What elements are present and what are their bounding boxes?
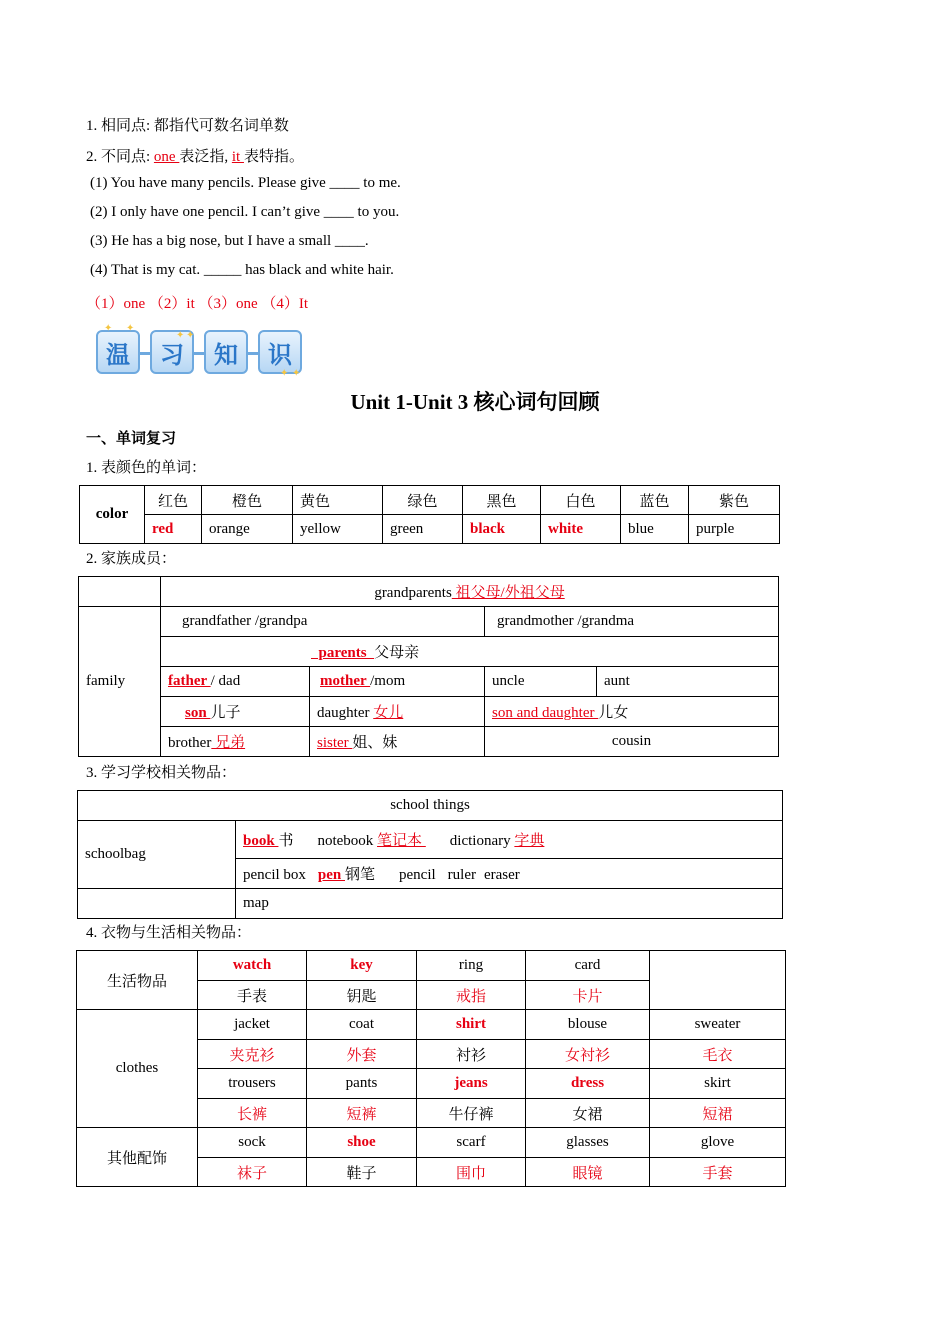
mother-cell: mother /mom — [310, 667, 485, 697]
clothes-cn: 女衬衫 — [526, 1040, 650, 1069]
color-en: green — [383, 515, 463, 544]
question-1: (1) You have many pencils. Please give ____ to me. — [90, 175, 401, 191]
clothes-cn: 外套 — [307, 1040, 417, 1069]
brother-cell: brother 兄弟 — [161, 727, 310, 757]
accessory-en: glove — [650, 1128, 786, 1158]
accessory-cn: 手套 — [650, 1158, 786, 1187]
question-3: (3) He has a big nose, but I have a small ____. — [90, 233, 369, 249]
clothes-cn: 衬衫 — [417, 1040, 526, 1069]
son-and-daughter-cell: son and daughter 儿女 — [485, 697, 779, 727]
difference-line — [86, 145, 304, 166]
clothes-cn: 短裙 — [650, 1099, 786, 1128]
difference-end: 表特指。 — [243, 149, 304, 165]
daily-en: watch — [198, 951, 307, 981]
daily-cn: 手表 — [198, 981, 307, 1010]
badge-tile: 温 — [96, 330, 140, 374]
clothes-en: jacket — [198, 1010, 307, 1040]
star-icon: ✦ — [104, 323, 113, 334]
color-en: blue — [621, 515, 689, 544]
star-icon: ✦ — [280, 368, 289, 379]
family-empty-cell — [79, 577, 161, 607]
cousin-cell: cousin — [485, 727, 779, 757]
clothes-cn: 女裙 — [526, 1099, 650, 1128]
accessory-cn: 袜子 — [198, 1158, 307, 1187]
clothes-cn: 夹克衫 — [198, 1040, 307, 1069]
color-en: orange — [202, 515, 293, 544]
color-cn: 蓝色 — [621, 486, 689, 515]
colors-heading: 1. 表颜色的单词： — [86, 460, 207, 476]
aunt-cell: aunt — [597, 667, 779, 697]
parents-cell: parents 父母亲 — [161, 637, 779, 667]
difference-prefix: 2. 不同点: — [86, 149, 154, 165]
clothes-cn: 长裤 — [198, 1099, 307, 1128]
accessory-en: scarf — [417, 1128, 526, 1158]
answer-it: it — [231, 149, 244, 165]
page-title: Unit 1-Unit 3 核心词句回顾 — [350, 390, 600, 414]
color-cn: 黑色 — [463, 486, 541, 515]
star-icon: ✦ — [292, 368, 301, 379]
clothes-en: sweater — [650, 1010, 786, 1040]
clothes-en: dress — [526, 1069, 650, 1099]
star-icon: ✦ — [126, 323, 135, 334]
color-cn: 红色 — [145, 486, 202, 515]
color-en: yellow — [293, 515, 383, 544]
accessory-en: glasses — [526, 1128, 650, 1158]
answer-one: one — [153, 149, 180, 165]
clothes-cn: 毛衣 — [650, 1040, 786, 1069]
clothes-cn: 牛仔裤 — [417, 1099, 526, 1128]
daily-cn: 钥匙 — [307, 981, 417, 1010]
review-knowledge-badge — [96, 330, 302, 376]
school-empty-cell — [78, 889, 236, 919]
father-cell: father / dad — [161, 667, 310, 697]
color-cn: 黄色 — [293, 486, 383, 515]
schoolbag-label: schoolbag — [78, 821, 236, 889]
uncle-cell: uncle — [485, 667, 597, 697]
family-table — [78, 576, 779, 757]
school-row-1: book 书 notebook 笔记本 dictionary 字典 — [236, 821, 783, 859]
badge-tile: 识 — [258, 330, 302, 374]
family-heading: 2. 家族成员： — [86, 551, 177, 567]
colors-table — [79, 485, 780, 544]
family-label: family — [79, 607, 161, 757]
son-cell: son 儿子 — [161, 697, 310, 727]
clothes-heading: 4. 衣物与生活相关物品： — [86, 925, 252, 941]
daily-en: ring — [417, 951, 526, 981]
accessory-cn: 眼镜 — [526, 1158, 650, 1187]
clothes-en: coat — [307, 1010, 417, 1040]
clothes-en: skirt — [650, 1069, 786, 1099]
badge-tile: 知 — [204, 330, 248, 374]
accessories-label: 其他配饰 — [77, 1128, 198, 1187]
difference-mid: 表泛指, — [179, 149, 232, 165]
clothes-en: jeans — [417, 1069, 526, 1099]
color-label: color — [80, 486, 145, 544]
sister-cell: sister 姐、妹 — [310, 727, 485, 757]
section-heading: 一、单词复习 — [86, 431, 177, 447]
badge-tile: 习 — [150, 330, 194, 374]
color-cn: 白色 — [541, 486, 621, 515]
color-cn: 紫色 — [689, 486, 780, 515]
question-4: (4) That is my cat. _____ has black and white hair. — [90, 262, 394, 278]
clothes-label: clothes — [77, 1010, 198, 1128]
daily-empty-cell — [650, 951, 786, 1010]
school-heading: 3. 学习学校相关物品： — [86, 765, 237, 781]
accessory-en: shoe — [307, 1128, 417, 1158]
clothes-en: blouse — [526, 1010, 650, 1040]
grandfather-cell: grandfather /grandpa — [161, 607, 485, 637]
star-icon: ✦ — [176, 330, 185, 341]
accessory-cn: 鞋子 — [307, 1158, 417, 1187]
clothes-cn: 短裤 — [307, 1099, 417, 1128]
school-row-2: pencil box pen 钢笔 pencil ruler eraser — [236, 859, 783, 889]
question-2: (2) I only have one pencil. I can’t give ____ to you. — [90, 204, 400, 220]
clothes-table — [76, 950, 786, 1187]
grandmother-cell: grandmother /grandma — [485, 607, 779, 637]
color-en: white — [541, 515, 621, 544]
star-icon: ✦ — [186, 330, 195, 341]
color-en: red — [145, 515, 202, 544]
clothes-en: shirt — [417, 1010, 526, 1040]
grandparents-cell: grandparents 祖父母/外祖父母 — [161, 577, 779, 607]
answers-line: （1）one （2）it （3）one （4）It — [86, 296, 309, 312]
accessory-cn: 围巾 — [417, 1158, 526, 1187]
color-cn: 橙色 — [202, 486, 293, 515]
color-en: purple — [689, 515, 780, 544]
daughter-cell: daughter 女儿 — [310, 697, 485, 727]
color-en: black — [463, 515, 541, 544]
school-things-header: school things — [78, 791, 783, 821]
map-cell: map — [236, 889, 783, 919]
daily-cn: 戒指 — [417, 981, 526, 1010]
color-cn: 绿色 — [383, 486, 463, 515]
school-table — [77, 790, 783, 919]
daily-cn: 卡片 — [526, 981, 650, 1010]
accessory-en: sock — [198, 1128, 307, 1158]
daily-items-label: 生活物品 — [77, 951, 198, 1010]
clothes-en: pants — [307, 1069, 417, 1099]
daily-en: key — [307, 951, 417, 981]
clothes-en: trousers — [198, 1069, 307, 1099]
similarity-line: 1. 相同点: 都指代可数名词单数 — [86, 118, 289, 134]
daily-en: card — [526, 951, 650, 981]
